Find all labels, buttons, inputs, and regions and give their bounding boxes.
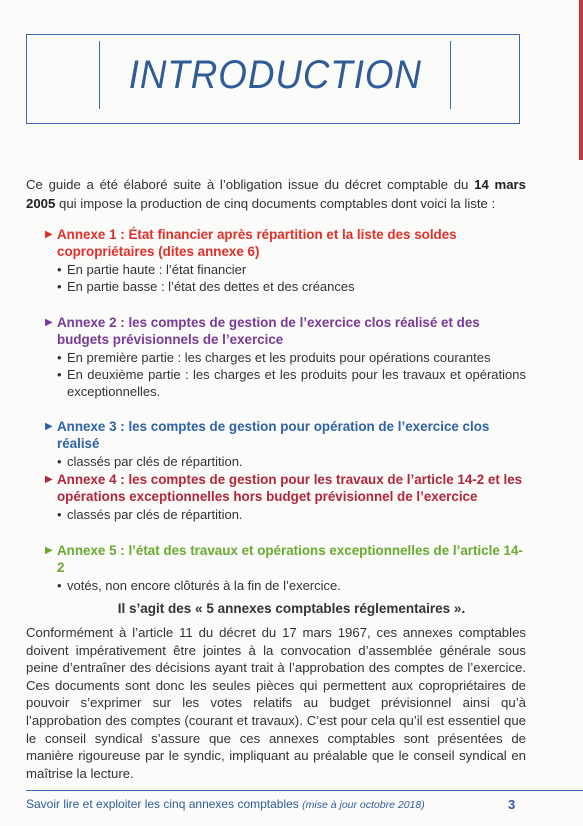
summary-statement: Il s’agit des « 5 annexes comptables réglementaires ». [117, 601, 466, 616]
page-title: INTRODUCTION [128, 52, 422, 97]
annex-3-heading [45, 418, 526, 452]
intro-text-after: qui impose la production de cinq documents comptables dont voici la liste : [55, 196, 496, 211]
list-item: • classés par clés de répartition. [57, 453, 526, 470]
footer [26, 797, 425, 811]
list-item: • classés par clés de répartition. [57, 506, 526, 523]
page-number: 3 [508, 797, 516, 812]
annex-3-heading-text: Annexe 3 : les comptes de gestion pour opération de l’exercice clos réalisé [57, 419, 490, 451]
triangle-right-icon: ▶ [45, 545, 53, 556]
annex-5-heading [45, 542, 526, 576]
annex-2-bullets [57, 349, 526, 400]
title-frame [26, 34, 520, 124]
annex-1-heading-text: Annexe 1 : État financier après répartition et la liste des soldes copropriétaires (dites annexe 6) [57, 227, 457, 259]
list-item: • En partie basse : l’état des dettes et des créances [57, 278, 526, 295]
annex-5 [45, 542, 526, 594]
body-paragraph: Conformément à l’article 11 du décret du 17 mars 1967, ces annexes comptables doivent impérativement être jointes à la convocation d’assemblée générale sous peine d’entraîner des décisions ayant trait à l’approbation des comptes de l’exercice. Ces documents sont donc les seules pièces qui permettent aux copropriétaires de pouvoir s’exprimer sur les votes relatifs au budget prévisionnel ainsi qu’à l’approbation des comptes (courant et travaux). C’est pour cela qu’il est essentiel que le conseil syndical s’assure que ces annexes comptables sont présentées de manière rigoureuse par le syndic, impliquant au préalable que le conseil syndical en maîtrise la lecture. [26, 625, 526, 781]
triangle-right-icon: ▶ [45, 474, 53, 485]
footer-title: Savoir lire et exploiter les cinq annexes comptables [26, 797, 299, 811]
annex-2 [45, 314, 526, 400]
annex-1-bullets [57, 261, 526, 295]
triangle-right-icon: ▶ [45, 229, 53, 240]
annex-4-heading [45, 471, 526, 505]
list-item: • En partie haute : l’état financier [57, 261, 526, 278]
annex-1 [45, 226, 526, 295]
footer-note: (mise à jour octobre 2018) [302, 799, 425, 811]
triangle-right-icon: ▶ [45, 421, 53, 432]
intro-date: 14 mars 2005 [26, 177, 527, 211]
list-item: • votés, non encore clôturés à la fin de l’exercice. [57, 577, 526, 594]
list-item: • En première partie : les charges et les produits pour opérations courantes [57, 349, 526, 366]
page-edge-accent [579, 0, 583, 160]
annex-3-bullets [57, 453, 526, 470]
triangle-right-icon: ▶ [45, 317, 53, 328]
list-item: • En deuxième partie : les charges et les produits pour les travaux et opérations exceptionnelles. [57, 366, 526, 400]
annex-2-heading-text: Annexe 2 : les comptes de gestion de l’exercice clos réalisé et des budgets prévisionnels de l’exercice [57, 315, 480, 347]
title-inner-frame [99, 41, 451, 109]
annex-5-heading-text: Annexe 5 : l’état des travaux et opérations exceptionnelles de l’article 14-2 [57, 543, 523, 575]
annex-2-heading [45, 314, 526, 348]
annex-1-heading [45, 226, 526, 260]
annex-3 [45, 418, 526, 470]
annex-4 [45, 471, 526, 523]
annex-5-bullets [57, 577, 526, 594]
intro-paragraph [26, 175, 526, 213]
annex-4-heading-text: Annexe 4 : les comptes de gestion pour les travaux de l’article 14-2 et les opérations exceptionnelles hors budget prévisionnel de l’exercice [57, 472, 523, 504]
footer-divider [26, 790, 583, 791]
intro-text-before: Ce guide a été élaboré suite à l’obligation issue du décret comptable du [26, 177, 475, 192]
annex-4-bullets [57, 506, 526, 523]
